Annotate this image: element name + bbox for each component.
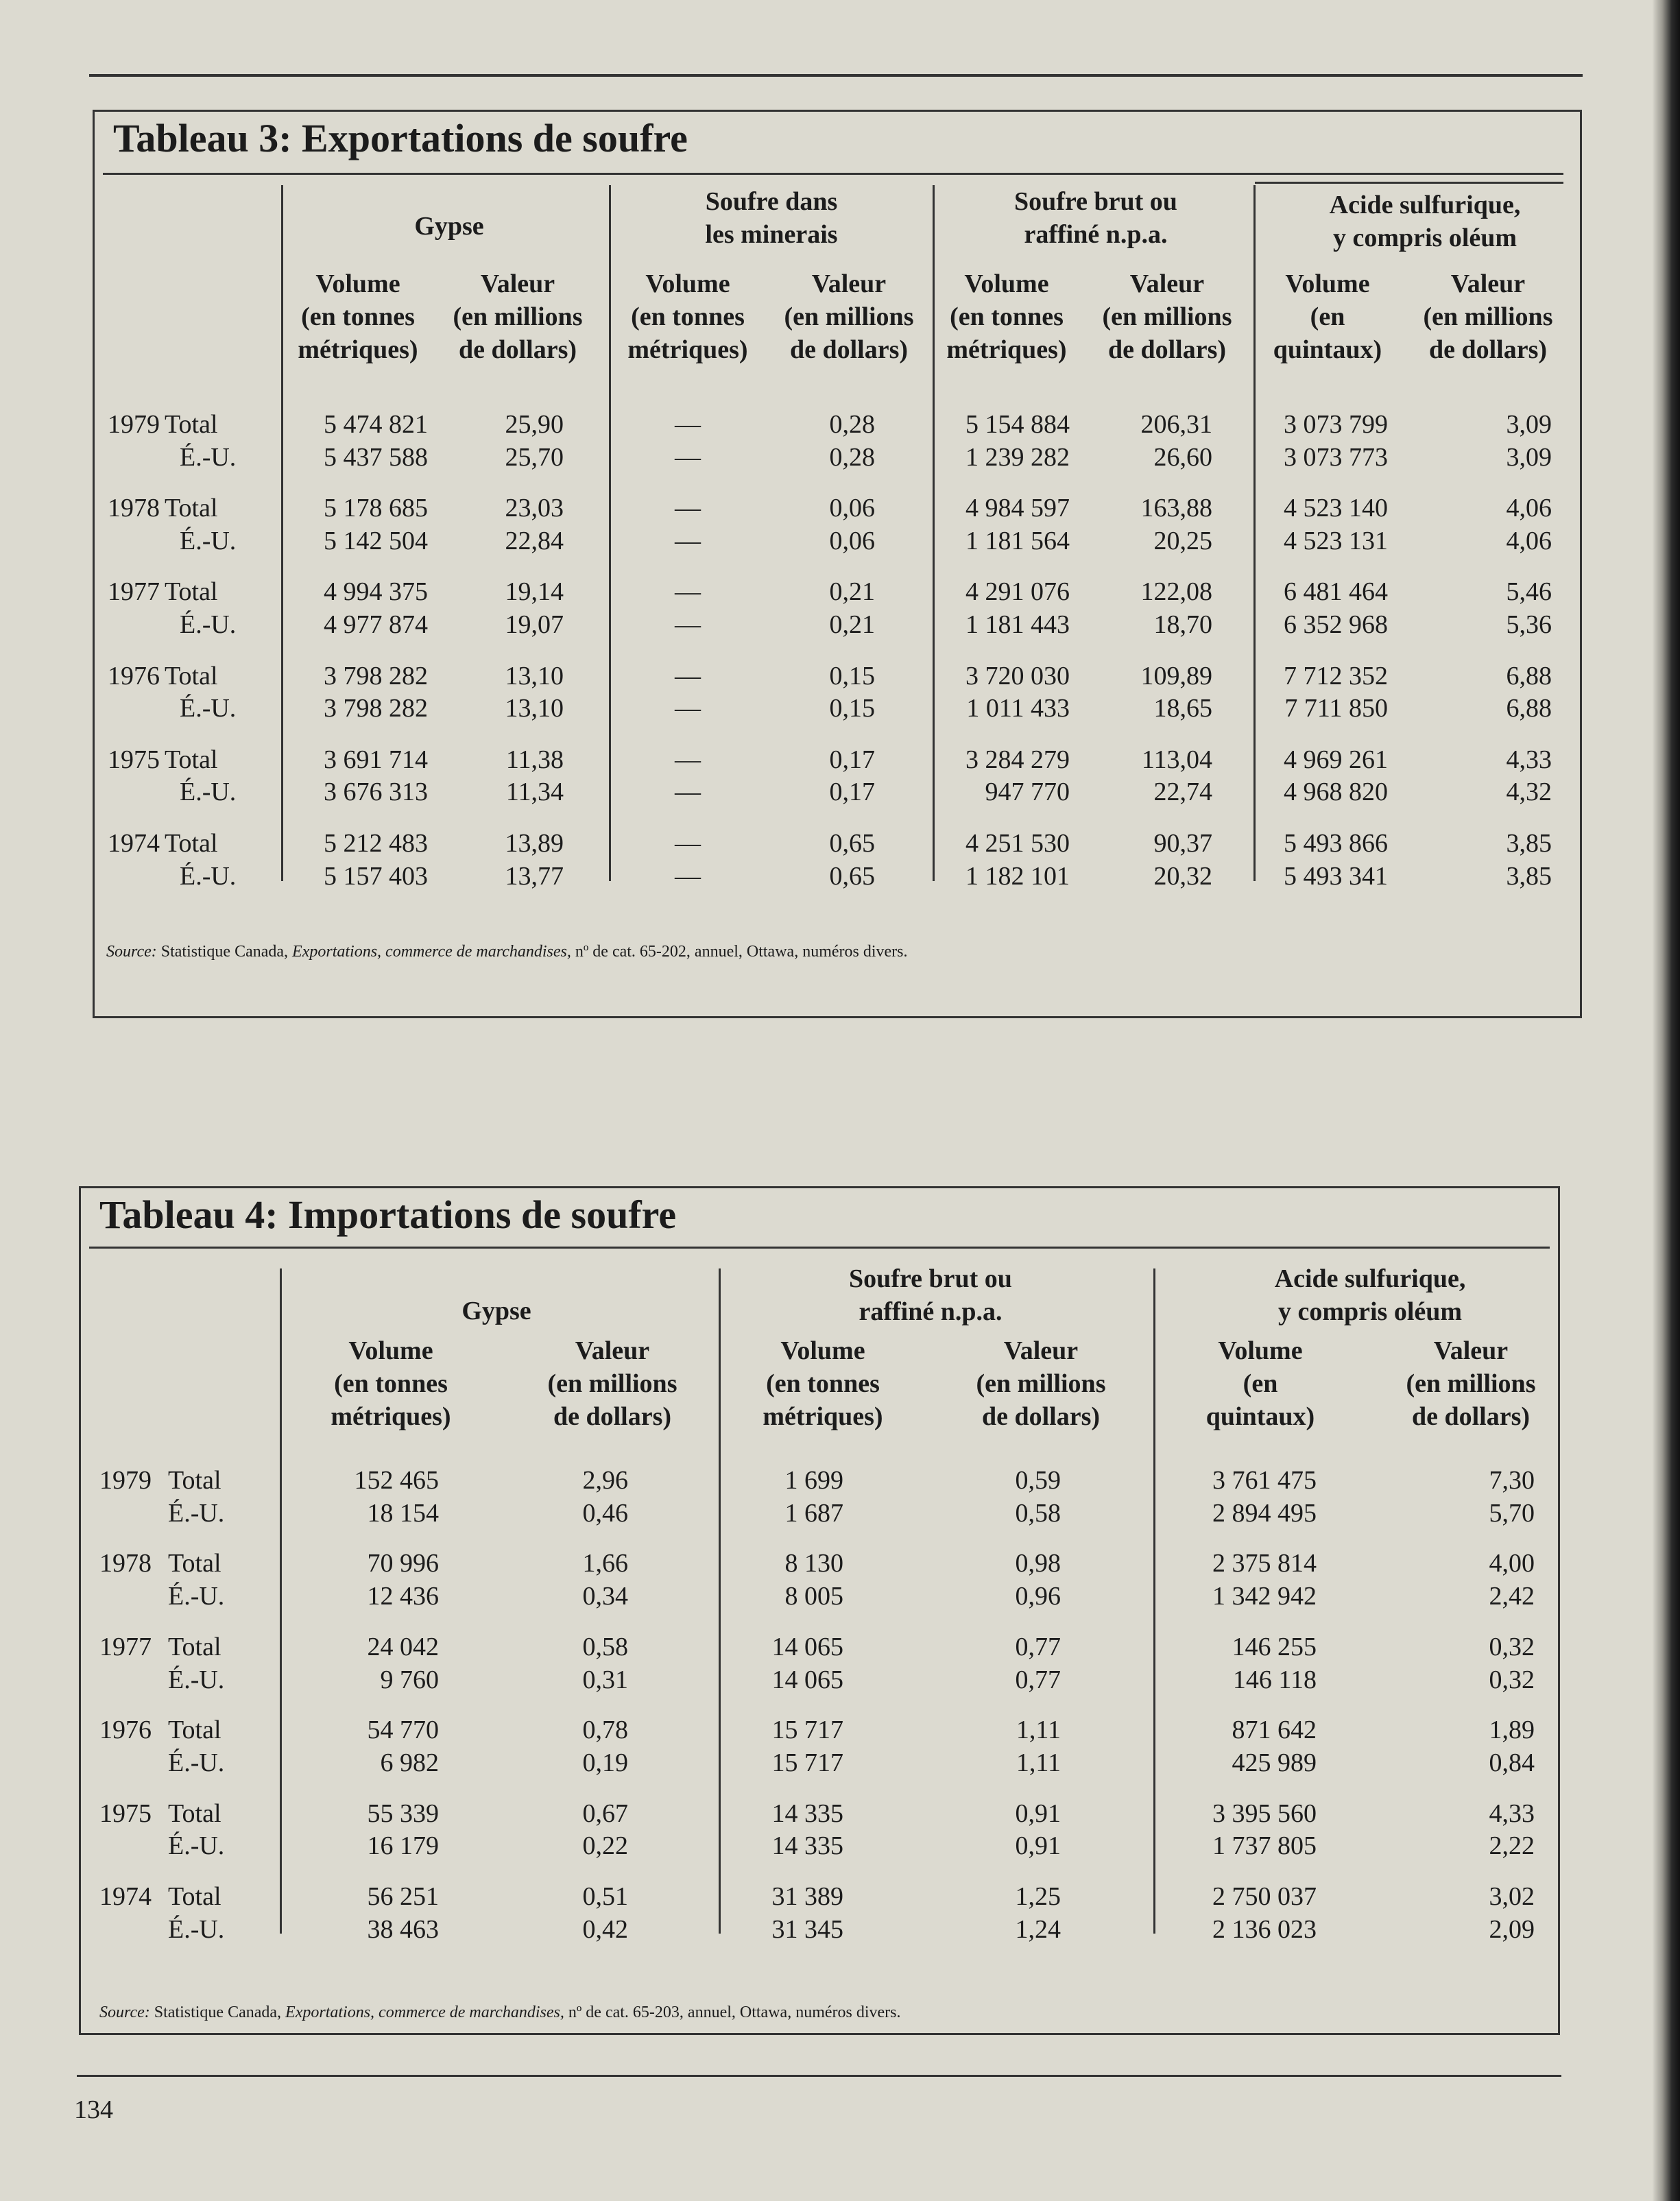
table-cell: —: [675, 829, 701, 858]
table-cell: 146 255: [1232, 1632, 1317, 1661]
table-cell: 0,51: [582, 1882, 628, 1911]
table-cell: 6,88: [1506, 661, 1552, 690]
table-cell: 13,10: [505, 661, 564, 690]
table-cell: 3 761 475: [1212, 1466, 1317, 1495]
table-cell: 6 481 464: [1284, 577, 1388, 607]
table-cell: 0,42: [582, 1914, 628, 1944]
table-cell: 0,91: [1015, 1831, 1061, 1861]
row-label: É.-U.: [168, 1831, 225, 1861]
table4-title-rule: [89, 1247, 1550, 1249]
table-cell: 2,09: [1489, 1914, 1535, 1944]
table-cell: 206,31: [1140, 410, 1212, 439]
table-cell: 16 179: [367, 1831, 439, 1861]
row-label: Total: [165, 661, 218, 690]
row-label: É.-U.: [168, 1582, 225, 1611]
page-number: 134: [74, 2095, 113, 2124]
table-cell: 0,58: [582, 1632, 628, 1661]
table-cell: 31 389: [771, 1882, 843, 1911]
table-cell: 0,65: [829, 861, 875, 891]
table-cell: —: [675, 610, 701, 639]
row-label: É.-U.: [180, 442, 237, 472]
table-cell: 5 154 884: [965, 410, 1070, 439]
table-cell: 0,28: [829, 410, 875, 439]
table-cell: 11,38: [505, 745, 564, 774]
table-cell: —: [675, 694, 701, 723]
table-cell: 19,07: [505, 610, 564, 639]
table3-header-rule: [1255, 182, 1563, 184]
table-cell: 0,15: [829, 661, 875, 690]
column-header: Valeur (en millions de dollars): [453, 269, 583, 364]
source-label: Source:: [99, 2004, 150, 2021]
source-title: Exportations, commerce de marchandises,: [285, 2004, 564, 2021]
table-cell: 22,84: [505, 526, 564, 555]
table-cell: 0,17: [829, 745, 875, 774]
table-cell: 3,85: [1506, 829, 1552, 858]
table-cell: 8 005: [784, 1582, 843, 1611]
table-cell: 1,11: [1016, 1716, 1061, 1745]
table-cell: 4 251 530: [965, 829, 1070, 858]
year-label: 1975: [99, 1799, 152, 1828]
table-cell: —: [675, 442, 701, 472]
table-cell: 0,22: [582, 1831, 628, 1861]
table-cell: 3 395 560: [1212, 1799, 1317, 1828]
table-cell: 152 465: [354, 1466, 439, 1495]
group-header: Acide sulfurique, y compris oléum: [1329, 191, 1521, 252]
table-cell: 4,33: [1489, 1799, 1535, 1828]
table-cell: 14 065: [771, 1632, 843, 1661]
table-cell: 3 720 030: [965, 661, 1070, 690]
table-cell: 38 463: [367, 1914, 439, 1944]
table-cell: 4,00: [1489, 1549, 1535, 1578]
table-cell: 90,37: [1153, 829, 1212, 858]
table-cell: 5,70: [1489, 1498, 1535, 1528]
column-header: Volume (en tonnes métriques): [763, 1336, 883, 1431]
table-cell: 11,34: [505, 778, 564, 807]
table-cell: 4,33: [1506, 745, 1552, 774]
row-label: É.-U.: [180, 526, 237, 555]
table-cell: 3 798 282: [324, 694, 428, 723]
table-cell: 3 676 313: [324, 778, 428, 807]
group-header: Acide sulfurique, y compris oléum: [1274, 1264, 1466, 1326]
table-cell: 6,88: [1506, 694, 1552, 723]
column-header: Valeur (en millions de dollars): [1423, 269, 1553, 364]
group-header: Gypse: [461, 1297, 531, 1325]
table-cell: 2 136 023: [1212, 1914, 1317, 1944]
table-cell: 25,70: [505, 442, 564, 472]
table-cell: 1 687: [784, 1498, 843, 1528]
table-cell: 4 968 820: [1284, 778, 1388, 807]
table-cell: 5 493 341: [1284, 861, 1388, 891]
row-label: Total: [168, 1466, 221, 1495]
table-cell: 4,32: [1506, 778, 1552, 807]
year-label: 1975: [108, 745, 160, 774]
table-cell: 2 375 814: [1212, 1549, 1317, 1578]
table-cell: 15 717: [771, 1716, 843, 1745]
row-label: É.-U.: [168, 1498, 225, 1528]
table-cell: 1 181 443: [965, 610, 1070, 639]
year-label: 1976: [99, 1716, 152, 1745]
table-cell: 113,04: [1141, 745, 1212, 774]
table-cell: 3,09: [1506, 442, 1552, 472]
table-cell: 1 737 805: [1212, 1831, 1317, 1861]
row-label: Total: [168, 1716, 221, 1745]
table-cell: 0,96: [1015, 1582, 1061, 1611]
row-label: É.-U.: [180, 694, 237, 723]
table-cell: 2,22: [1489, 1831, 1535, 1861]
table-cell: 3 073 799: [1284, 410, 1388, 439]
table3-source: [106, 943, 908, 961]
table-cell: 1,24: [1015, 1914, 1061, 1944]
table-cell: 871 642: [1232, 1716, 1317, 1745]
table-cell: 6 982: [380, 1748, 439, 1777]
column-header: Volume (en quintaux): [1205, 1336, 1315, 1431]
row-label: É.-U.: [180, 778, 237, 807]
table-cell: 3,09: [1506, 410, 1552, 439]
row-label: Total: [168, 1549, 221, 1578]
page-edge: [1653, 0, 1680, 2201]
table-cell: 7 712 352: [1284, 661, 1388, 690]
table-cell: 18 154: [367, 1498, 439, 1528]
bottom-rule: [77, 2075, 1561, 2077]
table-cell: 5 178 685: [324, 494, 428, 523]
table-cell: 70 996: [367, 1549, 439, 1578]
table-cell: 23,03: [505, 494, 564, 523]
table-cell: 1 182 101: [965, 861, 1070, 891]
table-cell: 14 335: [771, 1831, 843, 1861]
table-cell: 1,25: [1015, 1882, 1061, 1911]
column-header: Valeur (en millions de dollars): [547, 1336, 677, 1431]
table-cell: 18,65: [1153, 694, 1212, 723]
table-cell: 3 691 714: [324, 745, 428, 774]
table-cell: 0,31: [582, 1665, 628, 1694]
row-label: Total: [165, 577, 218, 607]
row-label: Total: [165, 410, 218, 439]
table-cell: 15 717: [771, 1748, 843, 1777]
group-header: Soufre brut ou raffiné n.p.a.: [849, 1264, 1012, 1326]
table-cell: 13,89: [505, 829, 564, 858]
table-cell: 7 711 850: [1284, 694, 1388, 723]
table-cell: 4 977 874: [324, 610, 428, 639]
table-cell: 14 065: [771, 1665, 843, 1694]
table-cell: 0,67: [582, 1799, 628, 1828]
table-cell: 20,32: [1153, 861, 1212, 891]
table4-title: Tableau 4: Importations de soufre: [99, 1192, 677, 1237]
source-text: nº de cat. 65-203, annuel, Ottawa, numéros divers.: [568, 2004, 901, 2021]
table-cell: 8 130: [784, 1549, 843, 1578]
table-cell: —: [675, 410, 701, 439]
row-label: É.-U.: [168, 1914, 225, 1944]
table-cell: 0,77: [1015, 1665, 1061, 1694]
table-cell: 54 770: [367, 1716, 439, 1745]
table-cell: 5 437 588: [324, 442, 428, 472]
table-cell: 5 157 403: [324, 861, 428, 891]
row-label: É.-U.: [180, 610, 237, 639]
table-cell: 122,08: [1140, 577, 1212, 607]
table-cell: 0,19: [582, 1748, 628, 1777]
table-cell: 4 523 131: [1284, 526, 1388, 555]
table-cell: 109,89: [1140, 661, 1212, 690]
table-cell: 1 342 942: [1212, 1582, 1317, 1611]
year-label: 1974: [108, 829, 160, 858]
table-cell: 9 760: [380, 1665, 439, 1694]
column-header: Valeur (en millions de dollars): [1406, 1336, 1536, 1431]
table-cell: 146 118: [1232, 1665, 1317, 1694]
column-header: Volume (en tonnes métriques): [627, 269, 748, 364]
table-cell: 1,66: [582, 1549, 628, 1578]
table-cell: 0,84: [1489, 1748, 1535, 1777]
table-cell: 56 251: [367, 1882, 439, 1911]
table-cell: 0,59: [1015, 1466, 1061, 1495]
table-cell: 5,36: [1506, 610, 1552, 639]
table-cell: 3 284 279: [965, 745, 1070, 774]
table-cell: 0,17: [829, 778, 875, 807]
table-cell: 0,06: [829, 494, 875, 523]
row-label: Total: [165, 494, 218, 523]
table-cell: 1,89: [1489, 1716, 1535, 1745]
table-cell: 0,32: [1489, 1665, 1535, 1694]
row-label: Total: [165, 829, 218, 858]
table-cell: 4 523 140: [1284, 494, 1388, 523]
row-label: Total: [168, 1799, 221, 1828]
table-cell: 4,06: [1506, 494, 1552, 523]
table-cell: 0,34: [582, 1582, 628, 1611]
source-text: Statistique Canada,: [160, 943, 289, 961]
table-cell: 0,77: [1015, 1632, 1061, 1661]
table-cell: 4 994 375: [324, 577, 428, 607]
column-header: Volume (en tonnes métriques): [946, 269, 1067, 364]
table-cell: 26,60: [1153, 442, 1212, 472]
column-header: Valeur (en millions de dollars): [1102, 269, 1232, 364]
table-cell: 0,32: [1489, 1632, 1535, 1661]
table-cell: 3,02: [1489, 1882, 1535, 1911]
table-cell: 2,96: [582, 1466, 628, 1495]
table-cell: 0,21: [829, 577, 875, 607]
source-label: Source:: [106, 943, 157, 961]
group-header: Soufre dans les minerais: [705, 187, 838, 249]
table-cell: 20,25: [1153, 526, 1212, 555]
table-cell: 0,65: [829, 829, 875, 858]
table-cell: 1 181 564: [965, 526, 1070, 555]
table-cell: 25,90: [505, 410, 564, 439]
group-header: Soufre brut ou raffiné n.p.a.: [1014, 187, 1177, 249]
column-header: Valeur (en millions de dollars): [784, 269, 914, 364]
source-title: Exportations, commerce de marchandises,: [292, 943, 571, 961]
table-cell: 1 239 282: [965, 442, 1070, 472]
year-label: 1978: [108, 494, 160, 523]
table-cell: —: [675, 861, 701, 891]
table-cell: 5 493 866: [1284, 829, 1388, 858]
table-cell: 5,46: [1506, 577, 1552, 607]
table-cell: —: [675, 494, 701, 523]
row-label: É.-U.: [180, 861, 237, 891]
source-text: nº de cat. 65-202, annuel, Ottawa, numéros divers.: [575, 943, 908, 961]
table3-title: Tableau 3: Exportations de soufre: [113, 116, 688, 160]
table-cell: 425 989: [1232, 1748, 1317, 1777]
table-cell: 0,28: [829, 442, 875, 472]
table-cell: 2 894 495: [1212, 1498, 1317, 1528]
table3-title-rule: [103, 173, 1563, 175]
table-cell: 1 011 433: [966, 694, 1070, 723]
source-text: Statistique Canada,: [154, 2004, 282, 2021]
table-cell: 6 352 968: [1284, 610, 1388, 639]
table-cell: 5 142 504: [324, 526, 428, 555]
year-label: 1977: [108, 577, 160, 607]
table-cell: 22,74: [1153, 778, 1212, 807]
table-cell: 3 798 282: [324, 661, 428, 690]
table-cell: 2,42: [1489, 1582, 1535, 1611]
column-header: Valeur (en millions de dollars): [976, 1336, 1106, 1431]
year-label: 1978: [99, 1549, 152, 1578]
table-cell: 13,77: [505, 861, 564, 891]
table-cell: 19,14: [505, 577, 564, 607]
year-label: 1977: [99, 1632, 152, 1661]
row-label: É.-U.: [168, 1665, 225, 1694]
row-label: É.-U.: [168, 1748, 225, 1777]
table-cell: —: [675, 661, 701, 690]
group-header: Gypse: [414, 212, 484, 241]
table-cell: 3 073 773: [1284, 442, 1388, 472]
table-cell: —: [675, 745, 701, 774]
table-cell: 163,88: [1140, 494, 1212, 523]
table-cell: 4 291 076: [965, 577, 1070, 607]
table-cell: 12 436: [367, 1582, 439, 1611]
year-label: 1979: [99, 1466, 152, 1495]
table-cell: 5 212 483: [324, 829, 428, 858]
table-cell: 4 984 597: [965, 494, 1070, 523]
table-cell: 0,15: [829, 694, 875, 723]
row-label: Total: [168, 1882, 221, 1911]
table-cell: 1 699: [784, 1466, 843, 1495]
table-cell: —: [675, 526, 701, 555]
table-cell: 4 969 261: [1284, 745, 1388, 774]
table-cell: 14 335: [771, 1799, 843, 1828]
year-label: 1974: [99, 1882, 152, 1911]
table-cell: 0,91: [1015, 1799, 1061, 1828]
table-cell: 0,06: [829, 526, 875, 555]
column-header: Volume (en tonnes métriques): [331, 1336, 451, 1431]
table-cell: 18,70: [1153, 610, 1212, 639]
table-cell: 4,06: [1506, 526, 1552, 555]
column-header: Volume (en quintaux): [1273, 269, 1382, 364]
table-cell: —: [675, 778, 701, 807]
table-cell: 2 750 037: [1212, 1882, 1317, 1911]
row-label: Total: [165, 745, 218, 774]
year-label: 1979: [108, 410, 160, 439]
table-cell: 0,46: [582, 1498, 628, 1528]
column-header: Volume (en tonnes métriques): [298, 269, 418, 364]
table-cell: 3,85: [1506, 861, 1552, 891]
table-cell: 31 345: [771, 1914, 843, 1944]
table-cell: 13,10: [505, 694, 564, 723]
table-cell: 0,21: [829, 610, 875, 639]
table-cell: 24 042: [367, 1632, 439, 1661]
table-cell: —: [675, 577, 701, 607]
table-cell: 0,98: [1015, 1549, 1061, 1578]
top-rule: [89, 74, 1583, 77]
table-cell: 7,30: [1489, 1466, 1535, 1495]
year-label: 1976: [108, 661, 160, 690]
table-cell: 5 474 821: [324, 410, 428, 439]
table4-source: [99, 2004, 901, 2022]
table-cell: 1,11: [1016, 1748, 1061, 1777]
table-cell: 0,78: [582, 1716, 628, 1745]
row-label: Total: [168, 1632, 221, 1661]
table-cell: 947 770: [985, 778, 1070, 807]
table-cell: 0,58: [1015, 1498, 1061, 1528]
table-cell: 55 339: [367, 1799, 439, 1828]
